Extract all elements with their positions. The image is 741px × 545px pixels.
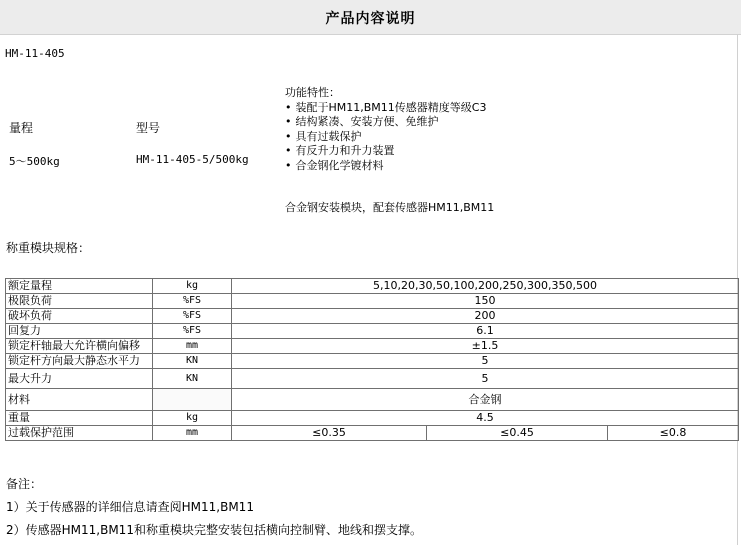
spec-value: ≤0.35 [232, 426, 427, 441]
range-label: 量程 [9, 121, 34, 135]
feature-item: • 结构紧凑、安装方便、免维护 [285, 115, 486, 130]
spec-value: ≤0.8 [608, 426, 739, 441]
spec-value: ≤0.45 [427, 426, 608, 441]
spec-unit: %FS [153, 309, 232, 324]
table-row [6, 411, 739, 426]
module-description: 合金钢安装模块，配套传感器HM11,BM11 [285, 201, 495, 214]
table-row [6, 426, 739, 441]
note-item: 1）关于传感器的详细信息请查阅HM11,BM11 [6, 500, 254, 514]
spec-name: 额定量程 [6, 279, 153, 294]
spec-unit: %FS [153, 324, 232, 339]
spec-name: 锁定杆轴最大允许横向偏移 [6, 339, 153, 354]
spec-value: 150 [232, 294, 739, 309]
spec-name: 极限负荷 [6, 294, 153, 309]
spec-unit: KN [153, 354, 232, 369]
spec-value: 200 [232, 309, 739, 324]
feature-title: 功能特性： [285, 86, 340, 99]
spec-unit: mm [153, 426, 232, 441]
table-row [6, 309, 739, 324]
page-title: 产品内容说明 [325, 11, 416, 27]
notes-title: 备注： [6, 477, 43, 491]
spec-name: 材料 [6, 389, 153, 411]
note-item: 2）传感器HM11,BM11和称重模块完整安装包括横向控制臂、地线和摆支撑。 [6, 523, 422, 537]
range-value: 5～500kg [9, 155, 60, 168]
spec-value: 5 [232, 354, 739, 369]
feature-item: • 装配于HM11,BM11传感器精度等级C3 [285, 101, 486, 116]
table-row [6, 339, 739, 354]
model-value: HM-11-405-5/500kg [136, 153, 249, 166]
spec-table [5, 278, 739, 441]
table-row [6, 354, 739, 369]
table-row [6, 294, 739, 309]
feature-item: • 具有过载保护 [285, 130, 486, 145]
spec-value: 4.5 [232, 411, 739, 426]
feature-item: • 合金钢化学镀材料 [285, 159, 486, 174]
spec-unit: KN [153, 369, 232, 389]
spec-value: 5 [232, 369, 739, 389]
spec-name: 过载保护范围 [6, 426, 153, 441]
spec-unit: mm [153, 339, 232, 354]
spec-name: 破坏负荷 [6, 309, 153, 324]
spec-value: 5,10,20,30,50,100,200,250,300,350,500 [232, 279, 739, 294]
table-row [6, 389, 739, 411]
spec-unit: %FS [153, 294, 232, 309]
spec-value: 6.1 [232, 324, 739, 339]
product-code: HM-11-405 [5, 47, 65, 60]
table-row [6, 324, 739, 339]
feature-list [285, 86, 486, 173]
spec-heading: 称重模块规格： [6, 241, 91, 255]
feature-item: • 有反升力和升力装置 [285, 144, 486, 159]
spec-name: 回复力 [6, 324, 153, 339]
model-label: 型号 [136, 121, 161, 135]
spec-value: 合金钢 [232, 389, 739, 411]
spec-name: 锁定杆方向最大静态水平力 [6, 354, 153, 369]
table-row [6, 369, 739, 389]
spec-value: ±1.5 [232, 339, 739, 354]
spec-unit [153, 389, 232, 411]
spec-unit: kg [153, 279, 232, 294]
table-row [6, 279, 739, 294]
spec-name: 重量 [6, 411, 153, 426]
spec-name: 最大升力 [6, 369, 153, 389]
spec-unit: kg [153, 411, 232, 426]
